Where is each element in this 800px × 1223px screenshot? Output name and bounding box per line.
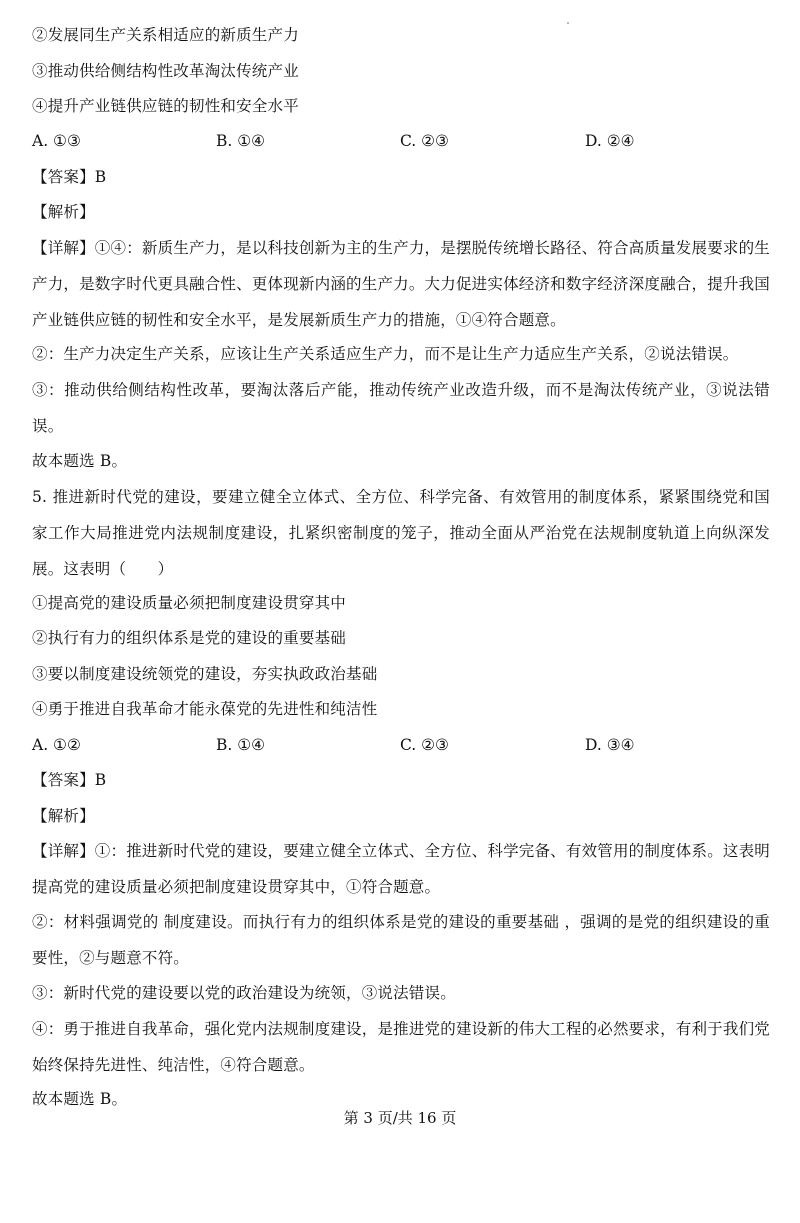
- q5-detail-paragraph: 【详解】①：推进新时代党的建设，要建立健全立体式、全方位、科学完备、有效管用的制度体系。这表明提高党的建设质量必须把制度建设贯穿其中，①符合题意。: [32, 842, 770, 896]
- page-footer: 第 3 页/共 16 页: [343, 1109, 457, 1127]
- q4-item-3: ③推动供给侧结构性改革淘汰传统产业: [32, 62, 299, 80]
- q5-point-3: ③：新时代党的建设要以党的政治建设为统领，③说法错误。: [32, 984, 456, 1002]
- scan-speck: [567, 22, 569, 24]
- q4-options: [32, 131, 772, 151]
- q5-option-a: A. ①②: [32, 736, 81, 754]
- q5-stem: 5. 推进新时代党的建设，要建立健全立体式、全方位、科学完备、有效管用的制度体系，紧紧围绕党和国家工作大局推进党内法规制度建设，扎紧织密制度的笼子，推动全面从严治党在法规制度轨道上向纵深发展。这表明（ ）: [32, 488, 770, 578]
- q4-point-2: ②：生产力决定生产关系，应该让生产关系适应生产力，而不是让生产力适应生产关系，②说法错误。: [32, 345, 739, 363]
- q5-conclusion: 故本题选 B。: [32, 1090, 128, 1108]
- q4-detail-paragraph: 【详解】①④：新质生产力，是以科技创新为主的生产力，是摆脱传统增长路径、符合高质量发展要求的生产力，是数字时代更具融合性、更体现新内涵的生产力。大力促进实体经济和数字经济深度融合，提升我国产业链供应链的韧性和安全水平，是发展新质生产力的措施，①④符合题意。: [32, 239, 770, 329]
- q5-item-3: ③要以制度建设统领党的建设，夯实执政政治基础: [32, 665, 378, 683]
- q5-item-4: ④勇于推进自我革命才能永葆党的先进性和纯洁性: [32, 700, 378, 718]
- q5-options: [32, 735, 772, 755]
- q4-option-c: C. ②③: [400, 132, 449, 150]
- q5-option-c: C. ②③: [400, 736, 449, 754]
- q5-option-b: B. ①④: [216, 736, 266, 754]
- q5-answer: 【答案】B: [32, 771, 107, 789]
- q5-item-1: ①提高党的建设质量必须把制度建设贯穿其中: [32, 594, 347, 612]
- q4-analysis-heading: 【解析】: [32, 203, 95, 221]
- q5-point-4: ④：勇于推进自我革命，强化党内法规制度建设，是推进党的建设新的伟大工程的必然要求，有利于我们党始终保持先进性、纯洁性，④符合题意。: [32, 1020, 770, 1074]
- q5-point-2: ②：材料强调党的 制度建设。而执行有力的组织体系是党的建设的重要基础 ，强调的是党的组织建设的重要性，②与题意不符。: [32, 913, 770, 967]
- q4-option-a: A. ①③: [32, 132, 81, 150]
- q4-answer: 【答案】B: [32, 168, 107, 186]
- q4-point-3: ③：推动供给侧结构性改革，要淘汰落后产能，推动传统产业改造升级，而不是淘汰传统产业，③说法错误。: [32, 381, 770, 435]
- q4-option-d: D. ②④: [585, 132, 635, 150]
- q4-option-b: B. ①④: [216, 132, 266, 150]
- q4-item-4: ④提升产业链供应链的韧性和安全水平: [32, 97, 299, 115]
- q5-item-2: ②执行有力的组织体系是党的建设的重要基础: [32, 629, 347, 647]
- q5-option-d: D. ③④: [585, 736, 635, 754]
- q4-conclusion: 故本题选 B。: [32, 452, 128, 470]
- q4-item-2: ②发展同生产关系相适应的新质生产力: [32, 26, 299, 44]
- q5-analysis-heading: 【解析】: [32, 807, 95, 825]
